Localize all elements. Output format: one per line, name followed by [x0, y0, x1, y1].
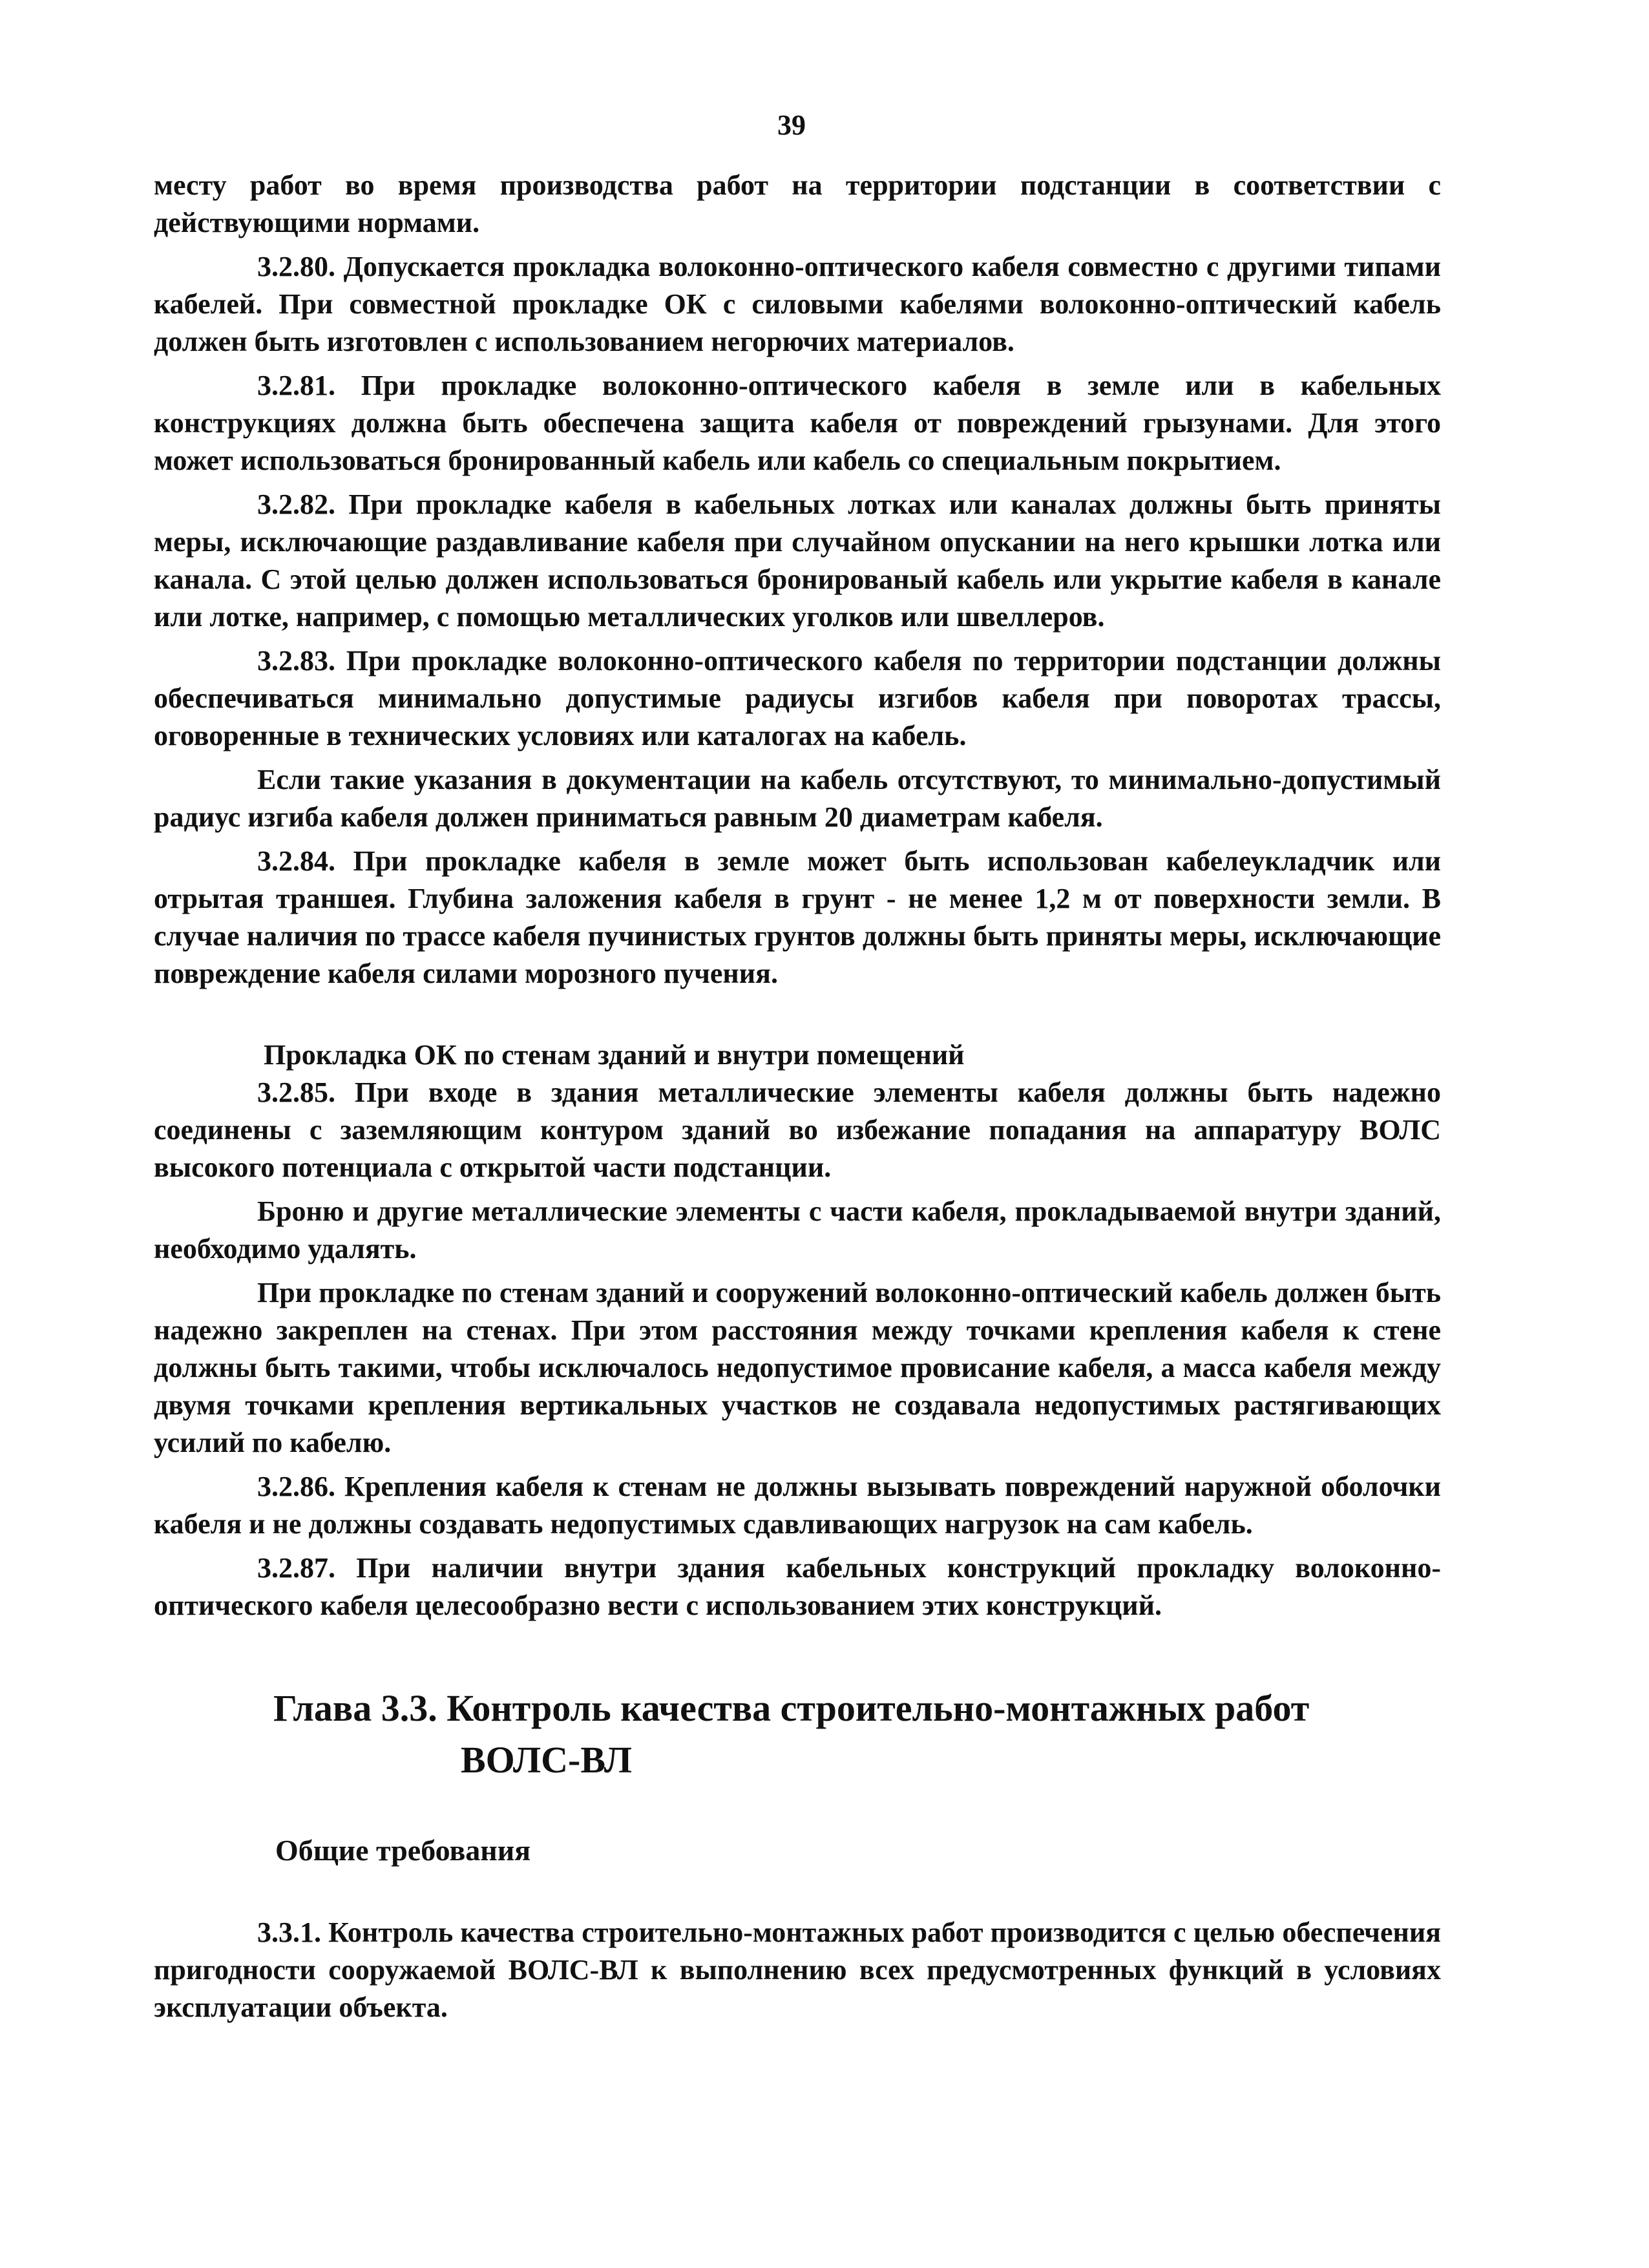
chapter-heading: [154, 1683, 1441, 1786]
page-content: [154, 167, 1441, 2026]
paragraph-continuation: месту работ во время производства работ на территории подстанции в соответствии с действующими нормами.: [154, 169, 1441, 238]
paragraph-min-radius: Если такие указания в документации на кабель отсутствуют, то минимально-допустимый радиус изгиба кабеля должен приниматься равным 20 диаметрам кабеля.: [154, 764, 1441, 833]
paragraph-3-2-82: 3.2.82. При прокладке кабеля в кабельных лотках или каналах должны быть приняты меры, исключающие раздавливание кабеля при случайном опускании на него крышки лотка или канала. С этой целью должен использоваться бронированый кабель или укрытие кабеля в канале или лотке, например, с помощью металлических уголков или швеллеров.: [154, 488, 1441, 633]
subheading-general-requirements: Общие требования: [275, 1834, 531, 1867]
paragraph-3-3-1: 3.3.1. Контроль качества строительно-монтажных работ производится с целью обеспечения пригодности сооружаемой ВОЛС-ВЛ к выполнению всех предусмотренных функций в условиях эксплуатации объекта.: [154, 1916, 1441, 2023]
paragraph-armor-removal: Броню и другие металлические элементы с части кабеля, прокладываемой внутри зданий, необходимо удалять.: [154, 1195, 1441, 1265]
paragraph-3-2-85: 3.2.85. При входе в здания металлические элементы кабеля должны быть надежно соединены с заземляющим контуром зданий во избежание попадания на аппаратуру ВОЛС высокого потенциала с открытой части подстанции.: [154, 1076, 1441, 1183]
paragraph-3-2-84: 3.2.84. При прокладке кабеля в земле может быть использован кабелеукладчик или отрытая траншея. Глубина заложения кабеля в грунт - не менее 1,2 м от поверхности земли. В случае наличия по трассе кабеля пучинистых грунтов должны быть приняты меры, исключающие повреждение кабеля силами морозного пучения.: [154, 845, 1441, 989]
page-number: 39: [777, 109, 806, 141]
paragraph-3-2-83: 3.2.83. При прокладке волоконно-оптического кабеля по территории подстанции должны обеспечиваться минимально допустимые радиусы изгибов кабеля при поворотах трассы, оговоренные в технических условиях или каталогах на кабель.: [154, 645, 1441, 751]
paragraph-3-2-81: 3.2.81. При прокладке волоконно-оптического кабеля в земле или в кабельных конструкциях должна быть обеспечена защита кабеля от повреждений грызунами. Для этого может использоваться бронированный кабель или кабель со специальным покрытием.: [154, 370, 1441, 476]
paragraph-3-2-80: 3.2.80. Допускается прокладка волоконно-оптического кабеля совместно с другими типами кабелей. При совместной прокладке ОК с силовыми кабелями волоконно-оптический кабель должен быть изготовлен с использованием негорючих материалов.: [154, 251, 1441, 357]
section-heading-wall-laying: Прокладка ОК по стенам зданий и внутри помещений: [264, 1039, 965, 1071]
chapter-heading-line2: ВОЛС-ВЛ: [461, 1739, 633, 1781]
paragraph-3-2-87: 3.2.87. При наличии внутри здания кабельных конструкций прокладку волоконно-оптического кабеля целесообразно вести с использованием этих конструкций.: [154, 1552, 1441, 1621]
chapter-heading-line1: Глава 3.3. Контроль качества строительно-монтажных работ: [273, 1687, 1310, 1729]
paragraph-3-2-86: 3.2.86. Крепления кабеля к стенам не должны вызывать повреждений наружной оболочки кабеля и не должны создавать недопустимых сдавливающих нагрузок на сам кабель.: [154, 1471, 1441, 1540]
paragraph-wall-fixing: При прокладке по стенам зданий и сооружений волоконно-оптический кабель должен быть надежно закреплен на стенах. При этом расстояния между точками крепления кабеля к стене должны быть такими, чтобы исключалось недопустимое провисание кабеля, а масса кабеля между двумя точками крепления вертикальных участков не создавала недопустимых растягивающих усилий по кабелю.: [154, 1277, 1441, 1458]
